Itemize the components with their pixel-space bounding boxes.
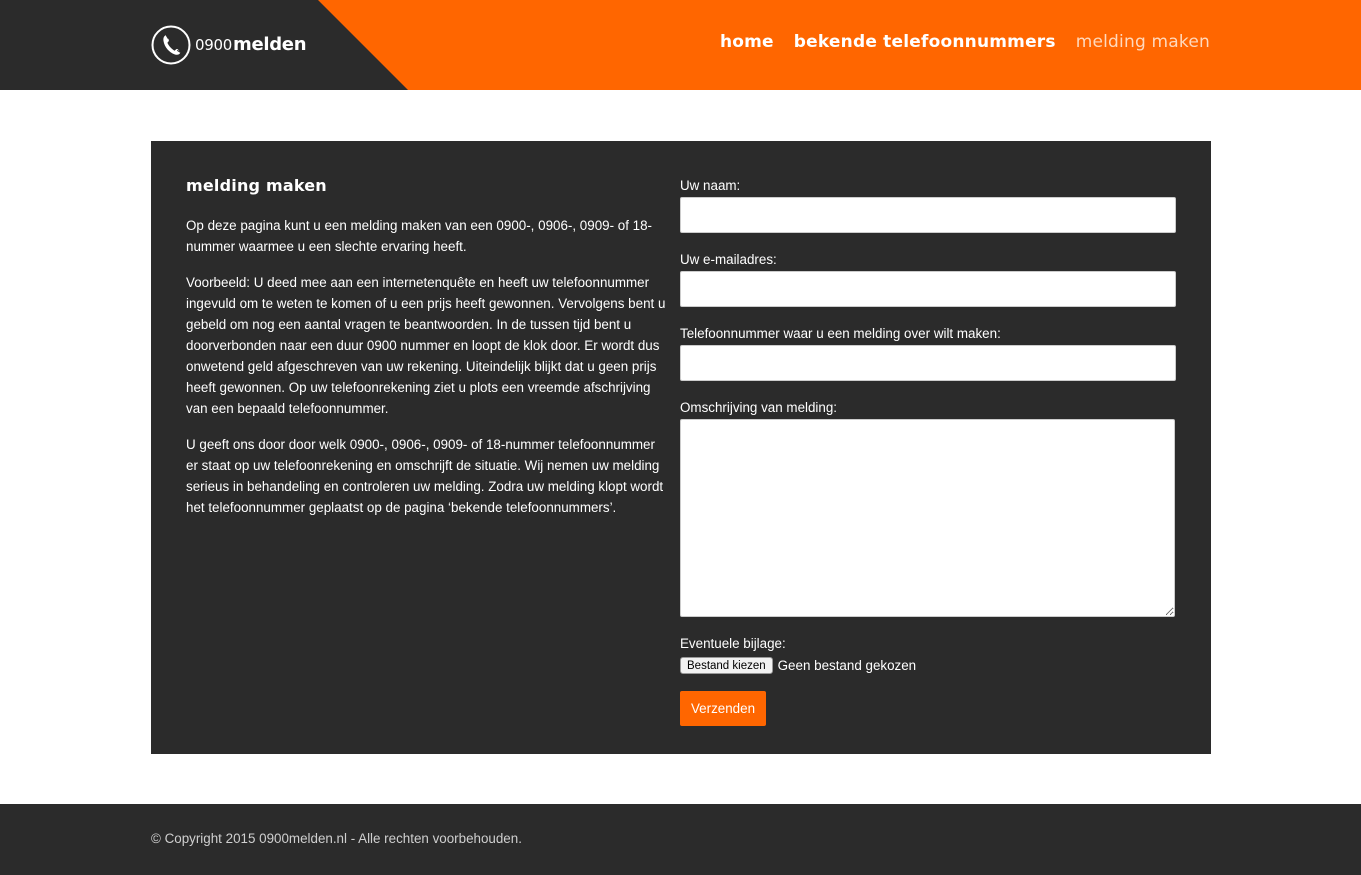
copyright-text: © Copyright 2015 0900melden.nl - Alle rechten voorbehouden. [151, 831, 522, 846]
name-field[interactable] [680, 197, 1176, 233]
nav-link-melding-maken[interactable]: melding maken [1075, 32, 1210, 52]
nav-link-bekende-telefoonnummers[interactable]: bekende telefoonnummers [793, 32, 1056, 52]
email-label: Uw e-mailadres: [680, 252, 777, 267]
intro-column [186, 175, 666, 533]
submit-button[interactable]: Verzenden [680, 691, 766, 726]
file-input [680, 657, 1176, 674]
phone-number-field[interactable] [680, 345, 1176, 381]
site-logo[interactable] [151, 25, 306, 65]
page-title: melding maken [186, 176, 327, 195]
email-field[interactable] [680, 271, 1176, 307]
process-paragraph: U geeft ons door door welk 0900-, 0906-, 0909- of 18-nummer telefoonnummer er staat op uw telefoonrekening en omschrijft de situatie. Wij nemen uw melding serieus in behandeling en controleren uw melding. Zodra uw melding klopt wordt het telefoonnummer geplaatst op de pagina ‘bekende telefoonnummers’. [186, 437, 664, 515]
nav-link-home[interactable]: home [719, 32, 774, 52]
main-nav [700, 30, 1210, 54]
content-panel [151, 141, 1211, 754]
description-label: Omschrijving van melding: [680, 400, 838, 415]
intro-paragraph: Op deze pagina kunt u een melding maken van een 0900-, 0906-, 0909- of 18-nummer waarmee u een slechte ervaring heeft. [186, 218, 653, 254]
phone-handset-icon [151, 25, 191, 65]
attachment-label: Eventuele bijlage: [680, 636, 786, 651]
logo-text [195, 25, 306, 65]
phone-number-label: Telefoonnummer waar u een melding over wilt maken: [680, 326, 1001, 341]
file-status: Geen bestand gekozen [777, 658, 917, 673]
site-footer [0, 804, 1361, 875]
site-header [0, 0, 1361, 90]
example-paragraph: Voorbeeld: U deed mee aan een internetenquête en heeft uw telefoonnummer ingevuld om te weten te komen of u een prijs heeft gewonnen. Vervolgens bent u gebeld om nog een aantal vragen te beantwoorden. In de tussen tijd bent u doorverbonden naar een duur 0900 nummer en loopt de klok door. Er wordt dus onwetend geld afgeschreven van uw rekening. Uiteindelijk blijkt dat u geen prijs heeft gewonnen. Op uw telefoonrekening ziet u plots een vreemde afschrijving van een bepaald telefoonnummer. [186, 275, 666, 416]
logo-number: 0900 [195, 36, 232, 54]
choose-file-button[interactable]: Bestand kiezen [680, 657, 773, 674]
logo-word: melden [232, 34, 307, 55]
name-label: Uw naam: [680, 178, 741, 193]
description-textarea[interactable] [680, 419, 1175, 617]
report-form [680, 177, 1176, 726]
